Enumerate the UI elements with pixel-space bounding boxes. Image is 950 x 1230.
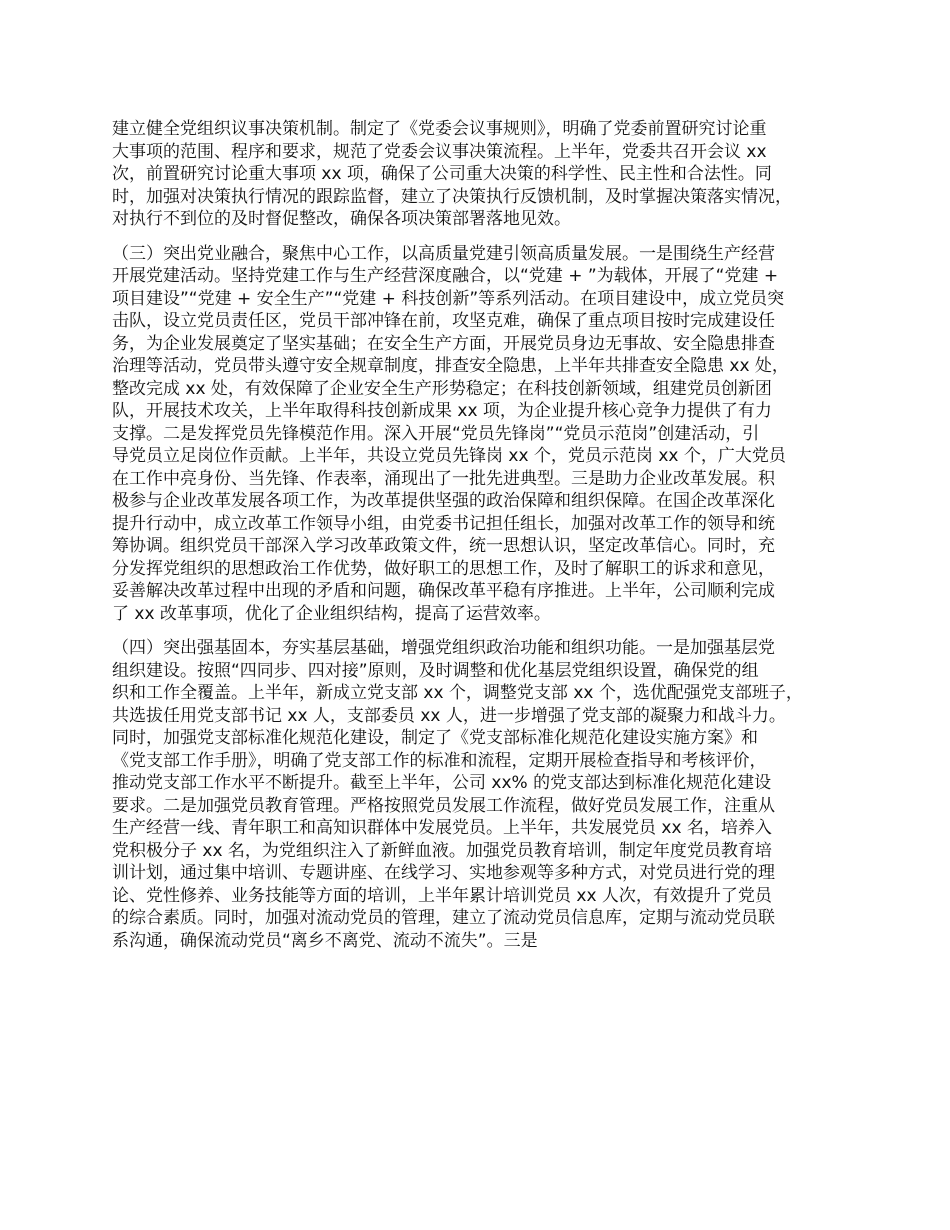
- paragraph-decision-mechanism: 建立健全党组织议事决策机制。制定了《党委会议事规则》，明确了党委前置研究讨论重 大事项的范围、程序和要求，规范了党委会议事决策流程。上半年，党委共召开会议 xx 次，前置研究讨论重大事项 xx 项，确保了公司重大决策的科学性、民主性和合法性。同 时，加强对决策执行情况的跟踪监督，建立了决策执行反馈机制，及时掌握决策落实情况， 对执行不到位的及时督促整改，确保各项决策部署落地见效。: [112, 119, 792, 229]
- paragraph-grassroots-foundation: （四）突出强基固本，夯实基层基础，增强党组织政治功能和组织功能。一是加强基层党 组织建设。按照“四同步、四对接”原则，及时调整和优化基层党组织设置，确保党的组 织和工作全覆盖。上半年，新成立党支部 xx 个，调整党支部 xx 个，选优配强党支部班子， 共选拔任用党支部书记 xx 人，支部委员 xx 人，进一步增强了党支部的凝聚力和战斗力。 同时，加强党支部标准化规范化建设，制定了《党支部标准化规范化建设实施方案》和 《党支部工作手册》，明确了党支部工作的标准和流程，定期开展检查指导和考核评价， 推动党支部工作水平不断提升。截至上半年，公司 xx% 的党支部达到标准化规范化建设 要求。二是加强党员教育管理。严格按照党员发展工作流程，做好党员发展工作，注重从 生产经营一线、青年职工和高知识群体中发展党员。上半年，共发展党员 xx 名，培养入 党积极分子 xx 名，为党组织注入了新鲜血液。加强党员教育培训，制定年度党员教育培 训计划，通过集中培训、专题讲座、在线学习、实地参观等多种方式，对党员进行党的理 论、党性修养、业务技能等方面的培训，上半年累计培训党员 xx 人次，有效提升了党员 的综合素质。同时，加强对流动党员的管理，建立了流动党员信息库，定期与流动党员联 系沟通，确保流动党员“离乡不离党、流动不流失”。三是: [112, 638, 803, 951]
- document-page: [112, 118, 854, 964]
- paragraph-party-business-integration: （三）突出党业融合，聚焦中心工作，以高质量党建引领高质量发展。一是围绕生产经营 开展党建活动。坚持党建工作与生产经营深度融合，以“党建 + ”为载体，开展了“党建 + 项目建设”“党建 + 安全生产”“党建 + 科技创新”等系列活动。在项目建设中，成立党员突 击队，设立党员责任区，党员干部冲锋在前，攻坚克难，确保了重点项目按时完成建设任 务，为企业发展奠定了坚实基础；在安全生产方面，开展党员身边无事故、安全隐患排查 治理等活动，党员带头遵守安全规章制度，排查安全隐患，上半年共排查安全隐患 xx 处， 整改完成 xx 处，有效保障了企业安全生产形势稳定；在科技创新领域，组建党员创新团 队，开展技术攻关，上半年取得科技创新成果 xx 项，为企业提升核心竞争力提供了有力 支撑。二是发挥党员先锋模范作用。深入开展“党员先锋岗”“党员示范岗”创建活动，引 导党员立足岗位作贡献。上半年，共设立党员先锋岗 xx 个，党员示范岗 xx 个，广大党员 在工作中亮身份、当先锋、作表率，涌现出了一批先进典型。三是助力企业改革发展。积 极参与企业改革发展各项工作，为改革提供坚强的政治保障和组织保障。在国企改革深化 提升行动中，成立改革工作领导小组，由党委书记担任组长，加强对改革工作的领导和统 筹协调。组织党员干部深入学习改革政策文件，统一思想认识，坚定改革信心。同时，充 分发挥党组织的思想政治工作优势，做好职工的思想工作，及时了解职工的诉求和意见， 妥善解决改革过程中出现的矛盾和问题，确保改革平稳有序推进。上半年，公司顺利完成 了 xx 改革事项，优化了企业组织结构，提高了运营效率。: [112, 243, 789, 624]
